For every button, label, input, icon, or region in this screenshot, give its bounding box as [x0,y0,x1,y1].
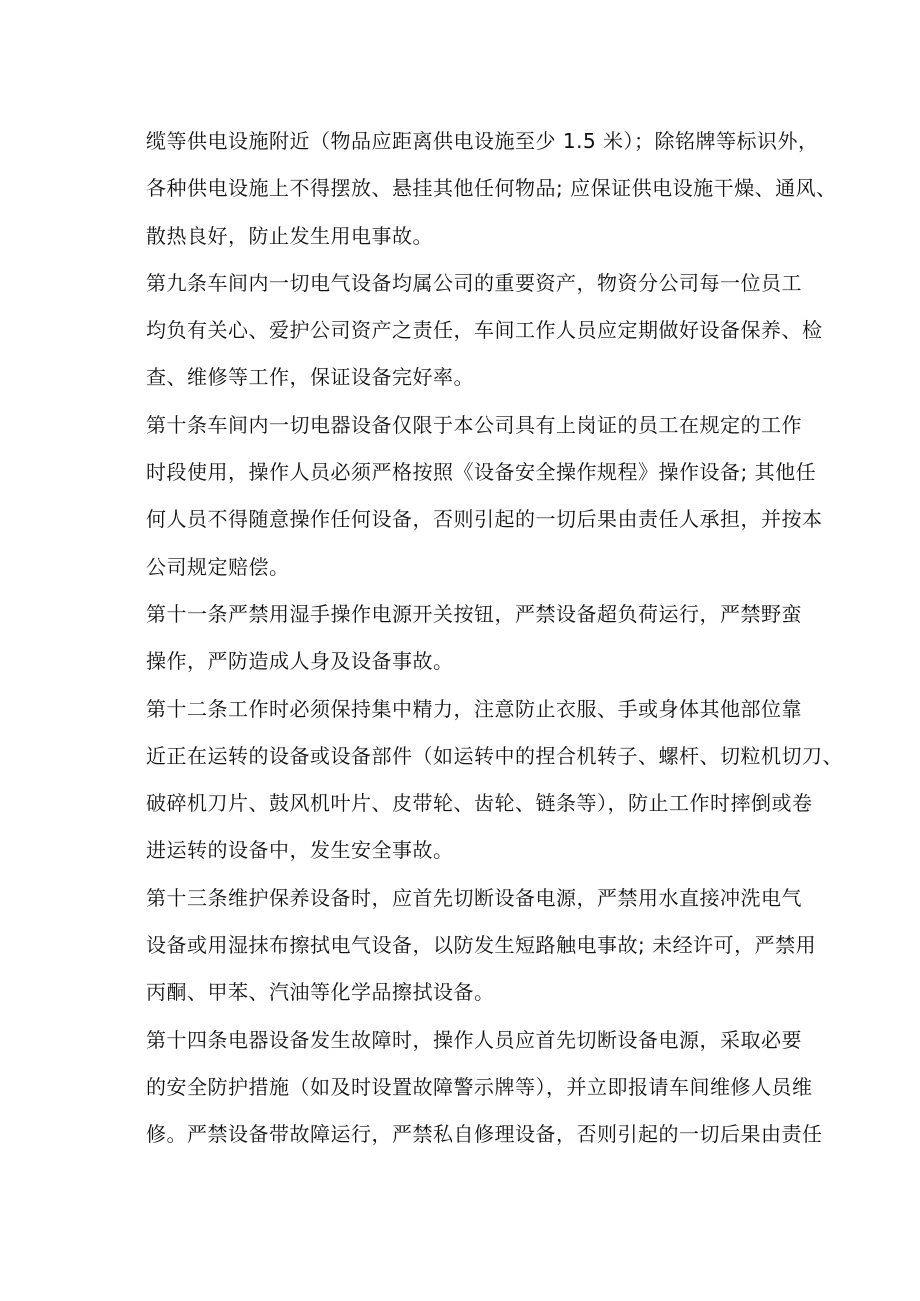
paragraph-article-13 [146,875,817,1017]
text-line: 散热良好，防止发生用电事故。 [146,223,433,248]
text-line: 设备或用湿抹布擦拭电气设备，以防发生短路触电事故; 未经许可，严禁用 [146,933,817,958]
paragraph-article-9 [146,260,823,402]
text-line: 第十四条电器设备发生故障时，操作人员应首先切断设备电源，采取必要 [146,1027,802,1052]
text-line: 的安全防护措施（如及时设置故障警示牌等），并立即报请车间维修人员维 [146,1074,813,1099]
document-body [146,118,843,1159]
text-line: 各种供电设施上不得摆放、悬挂其他任何物品; 应保证供电设施干燥、通风、 [146,176,837,201]
text-line: 进运转的设备中，发生安全事故。 [146,838,454,863]
text-line: 第十条车间内一切电器设备仅限于本公司具有上岗证的员工在规定的工作 [146,412,802,437]
paragraph-article-12 [146,686,843,875]
text-line: 修。严禁设备带故障运行，严禁私自修理设备，否则引起的一切后果由责任 [146,1122,823,1147]
text-line: 操作，严防造成人身及设备事故。 [146,649,454,674]
text-line: 第九条车间内一切电气设备均属公司的重要资产，物资分公司每一位员工 [146,270,802,295]
text-line: 查、维修等工作，保证设备完好率。 [146,365,474,390]
text-line: 均负有关心、爱护公司资产之责任，车间工作人员应定期做好设备保养、检 [146,318,823,343]
paragraph-article-14 [146,1017,823,1159]
text-line: 时段使用，操作人员必须严格按照《设备安全操作规程》操作设备; 其他任 [146,460,817,485]
text-line: 公司规定赔偿。 [146,554,290,579]
text-line: 第十二条工作时必须保持集中精力，注意防止衣服、手或身体其他部位靠 [146,696,802,721]
text-line: 丙酮、甲苯、汽油等化学品擦拭设备。 [146,980,495,1005]
text-line: 第十三条维护保养设备时，应首先切断设备电源，严禁用水直接冲洗电气 [146,885,802,910]
paragraph-power-facilities [146,118,837,260]
text-line: 缆等供电设施附近（物品应距离供电设施至少 1.5 米）；除铭牌等标识外， [146,129,819,153]
paragraph-article-11 [146,591,801,686]
paragraph-article-10 [146,402,823,591]
text-line: 破碎机刀片、鼓风机叶片、皮带轮、齿轮、链条等），防止工作时摔倒或卷 [146,791,813,816]
text-line: 第十一条严禁用湿手操作电源开关按钮，严禁设备超负荷运行，严禁野蛮 [146,601,802,626]
text-line: 何人员不得随意操作任何设备，否则引起的一切后果由责任人承担，并按本 [146,507,823,532]
text-line: 近正在运转的设备或设备部件（如运转中的捏合机转子、螺杆、切粒机切刀、 [146,743,843,768]
